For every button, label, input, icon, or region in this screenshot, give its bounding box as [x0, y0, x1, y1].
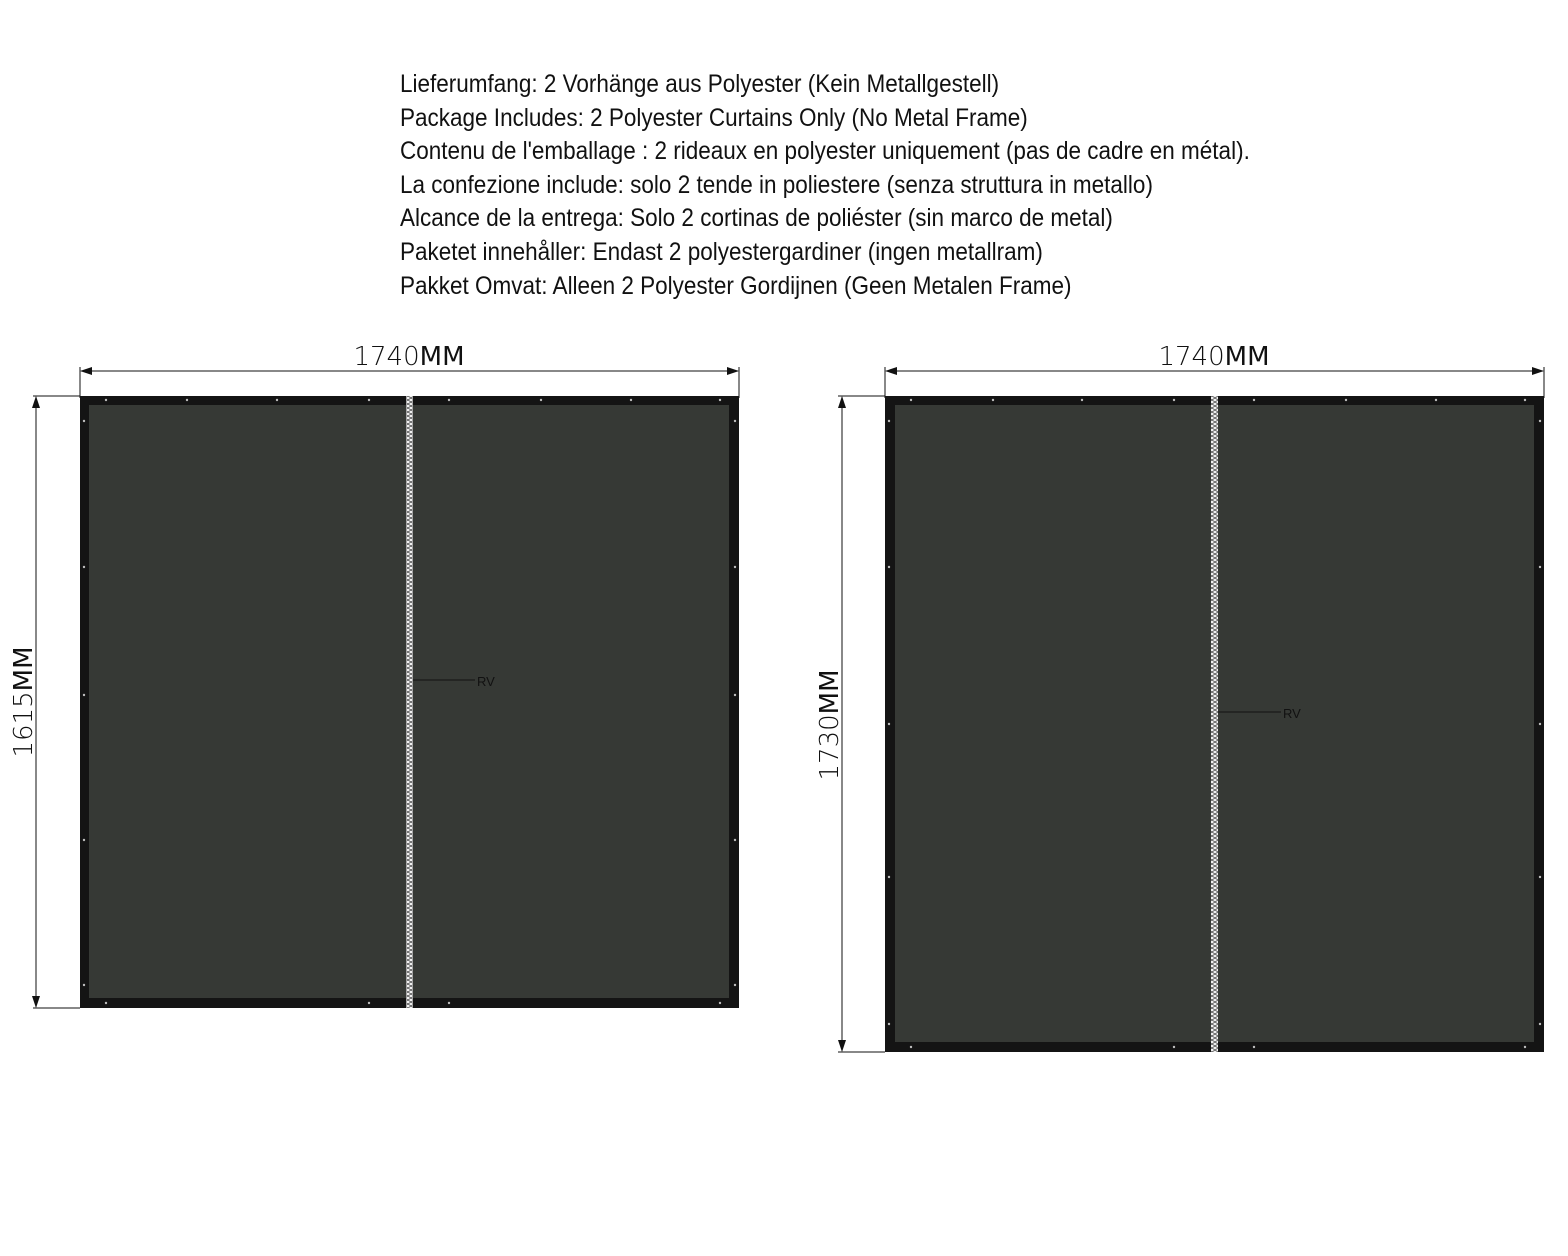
zipper-left	[406, 396, 413, 1008]
note-sv: Paketet innehåller: Endast 2 polyestergardiner (ingen metallram)	[400, 237, 1043, 266]
height-label-left	[9, 646, 39, 757]
rv-label-right: RV	[1283, 706, 1301, 721]
curtain-panel-left-a	[89, 405, 406, 998]
curtain-panel-right-b	[1218, 405, 1534, 1042]
height-value-right: 1730	[815, 714, 845, 781]
height-value-left: 1615	[9, 691, 39, 758]
note-fr: Contenu de l'emballage : 2 rideaux en polyester uniquement (pas de cadre en métal).	[400, 137, 1250, 166]
width-label-right	[1158, 342, 1269, 372]
width-dimension-left	[80, 342, 739, 398]
height-unit-right: MM	[815, 669, 845, 715]
zipper-right	[1211, 396, 1218, 1052]
width-value-left: 1740	[353, 342, 420, 372]
width-unit-right: MM	[1224, 342, 1270, 372]
height-dimension-left	[9, 396, 80, 1008]
curtain-left	[9, 342, 739, 1008]
note-en: Package Includes: 2 Polyester Curtains Only (No Metal Frame)	[400, 103, 1028, 132]
curtain-panel-right-a	[895, 405, 1211, 1042]
note-it: La confezione include: solo 2 tende in poliestere (senza struttura in metallo)	[400, 170, 1153, 199]
width-label-left	[353, 342, 464, 372]
height-label-right	[815, 669, 845, 780]
width-dimension-right	[885, 342, 1544, 398]
curtain-panel-left-b	[413, 405, 729, 998]
note-de: Lieferumfang: 2 Vorhänge aus Polyester (Kein Metallgestell)	[400, 70, 1000, 98]
height-dimension-right	[815, 396, 885, 1052]
note-es: Alcance de la entrega: Solo 2 cortinas de poliéster (sin marco de metal)	[400, 204, 1113, 233]
height-unit-left: MM	[9, 646, 39, 692]
width-unit-left: MM	[419, 342, 465, 372]
width-value-right: 1740	[1158, 342, 1225, 372]
note-nl: Pakket Omvat: Alleen 2 Polyester Gordijnen (Geen Metalen Frame)	[400, 271, 1072, 300]
curtain-right	[815, 342, 1544, 1052]
rv-label-left: RV	[477, 674, 495, 689]
